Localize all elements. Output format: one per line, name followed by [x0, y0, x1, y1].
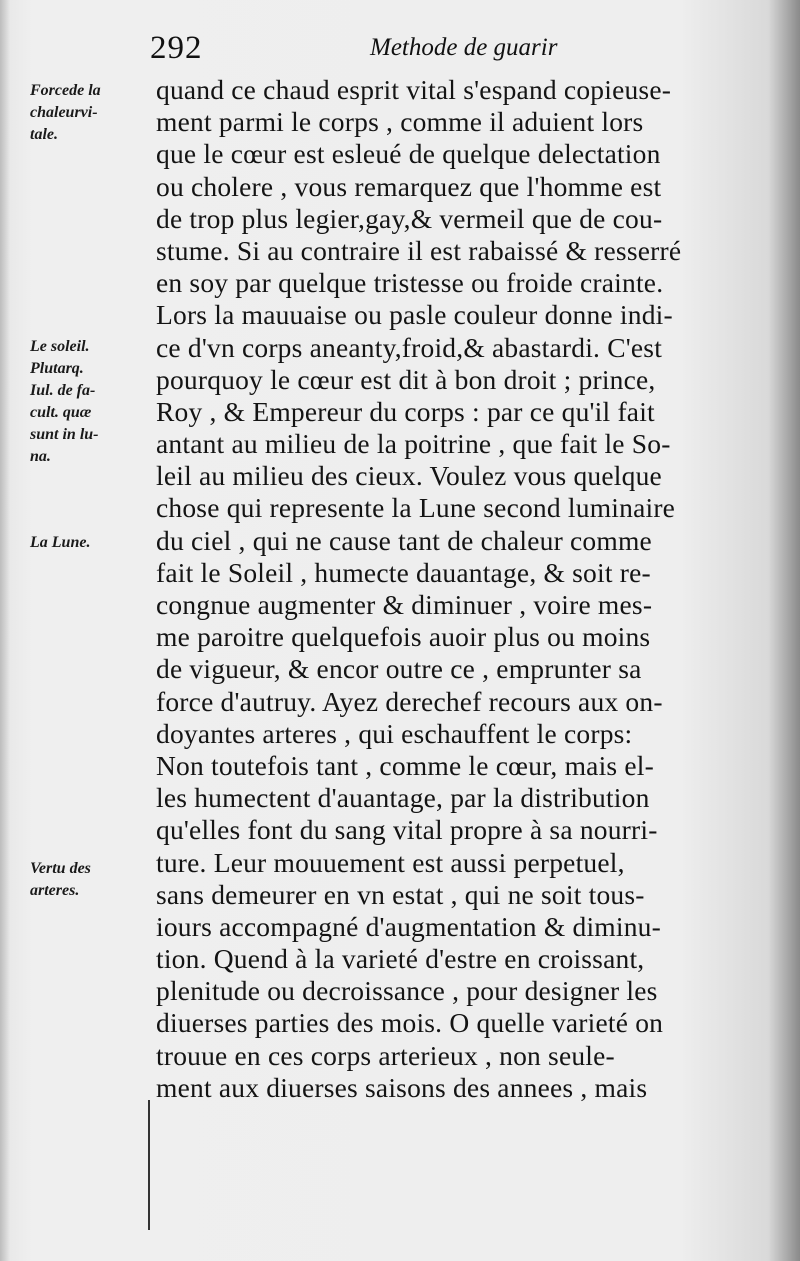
margin-note-chaleur-vitale — [30, 80, 150, 146]
text-line: ou cholere , vous remarquez que l'homme est — [156, 170, 662, 202]
text-line: plenitude ou decroissance , pour designer les — [156, 975, 658, 1007]
margin-note-line: Plutarq. — [30, 360, 84, 377]
text-line: me paroitre quelquefois auoir plus ou moins — [156, 621, 651, 653]
text-line: diuerses parties des mois. O quelle varieté on — [156, 1007, 664, 1039]
text-line: Lors la mauuaise ou pasle couleur donne indi- — [156, 299, 673, 331]
margin-note-line: tale. — [30, 126, 58, 143]
text-line: force d'autruy. Ayez derechef recours aux on- — [156, 685, 663, 717]
gutter-shadow — [0, 0, 10, 1261]
bleed-through-mark — [85, 180, 155, 198]
text-line: les humectent d'auantage, par la distribution — [156, 782, 650, 814]
text-line: leil au milieu des cieux. Voulez vous quelque — [156, 460, 662, 492]
text-line: ce d'vn corps aneanty,froid,& abastardi. C'est — [156, 331, 663, 363]
margin-note-line: Iul. de fa- — [30, 382, 96, 399]
text-line: fait le Soleil , humecte dauantage, & soit re- — [156, 556, 651, 588]
body-text — [156, 74, 746, 1104]
text-line: qu'elles font du sang vital propre à sa nourri- — [156, 814, 658, 846]
margin-note-line: Forcede la — [30, 82, 101, 99]
text-line: que le cœur est esleué de quelque delectation — [156, 138, 661, 170]
text-line: du ciel , qui ne cause tant de chaleur comme — [156, 524, 652, 556]
text-line: ment parmi le corps , comme il aduient lors — [156, 106, 644, 138]
margin-note-line: na. — [30, 448, 51, 465]
margin-note-line: arteres. — [30, 882, 80, 899]
text-line: quand ce chaud esprit vital s'espand copieuse- — [156, 74, 672, 105]
text-line: ment aux diuerses saisons des annees , mais — [156, 1071, 648, 1103]
margin-rule-mark — [148, 1100, 154, 1230]
page-number: 292 — [150, 30, 203, 66]
margin-note-line: sunt in lu- — [30, 426, 99, 443]
margin-note-line: chaleurvi- — [30, 104, 98, 121]
text-line: antant au milieu de la poitrine , que fait le So- — [156, 428, 671, 460]
text-line: de trop plus legier,gay,& vermeil que de cou- — [156, 202, 663, 234]
margin-note-vertu-des-arteres — [30, 858, 150, 902]
running-title: Methode de guarir — [370, 34, 558, 61]
text-line: stume. Si au contraire il est rabaissé & resserré — [156, 234, 682, 266]
margin-note-la-lune — [30, 532, 150, 554]
text-line: tion. Quend à la varieté d'estre en croissant, — [156, 943, 645, 975]
text-line: ture. Leur mouuement est aussi perpetuel, — [156, 846, 625, 878]
margin-note-line: cult. quæ — [30, 404, 92, 421]
text-line: iours accompagné d'augmentation & diminu- — [156, 910, 661, 942]
text-line: trouue en ces corps arterieux , non seule- — [156, 1039, 615, 1071]
text-line: Roy , & Empereur du corps : par ce qu'il fait — [156, 395, 655, 427]
margin-note-line: Vertu des — [30, 860, 91, 877]
text-line: congnue augmenter & diminuer , voire mes- — [156, 589, 653, 620]
text-line: de vigueur, & encor outre ce , emprunter sa — [156, 653, 642, 685]
text-line: doyantes arteres , qui eschauffent le corps: — [156, 717, 633, 749]
margin-note-le-soleil — [30, 336, 150, 468]
text-line: chose qui represente la Lune second luminaire — [156, 492, 676, 524]
text-line: sans demeurer en vn estat , qui ne soit tous- — [156, 878, 645, 910]
margin-note-line: Le soleil. — [30, 338, 90, 355]
page-header — [150, 30, 580, 70]
text-line: pourquoy le cœur est dit à bon droit ; prince, — [156, 363, 656, 395]
text-line: Non toutefois tant , comme le cœur, mais el- — [156, 749, 654, 781]
margin-note-line: La Lune. — [30, 534, 91, 551]
text-line: en soy par quelque tristesse ou froide crainte. — [156, 267, 664, 299]
